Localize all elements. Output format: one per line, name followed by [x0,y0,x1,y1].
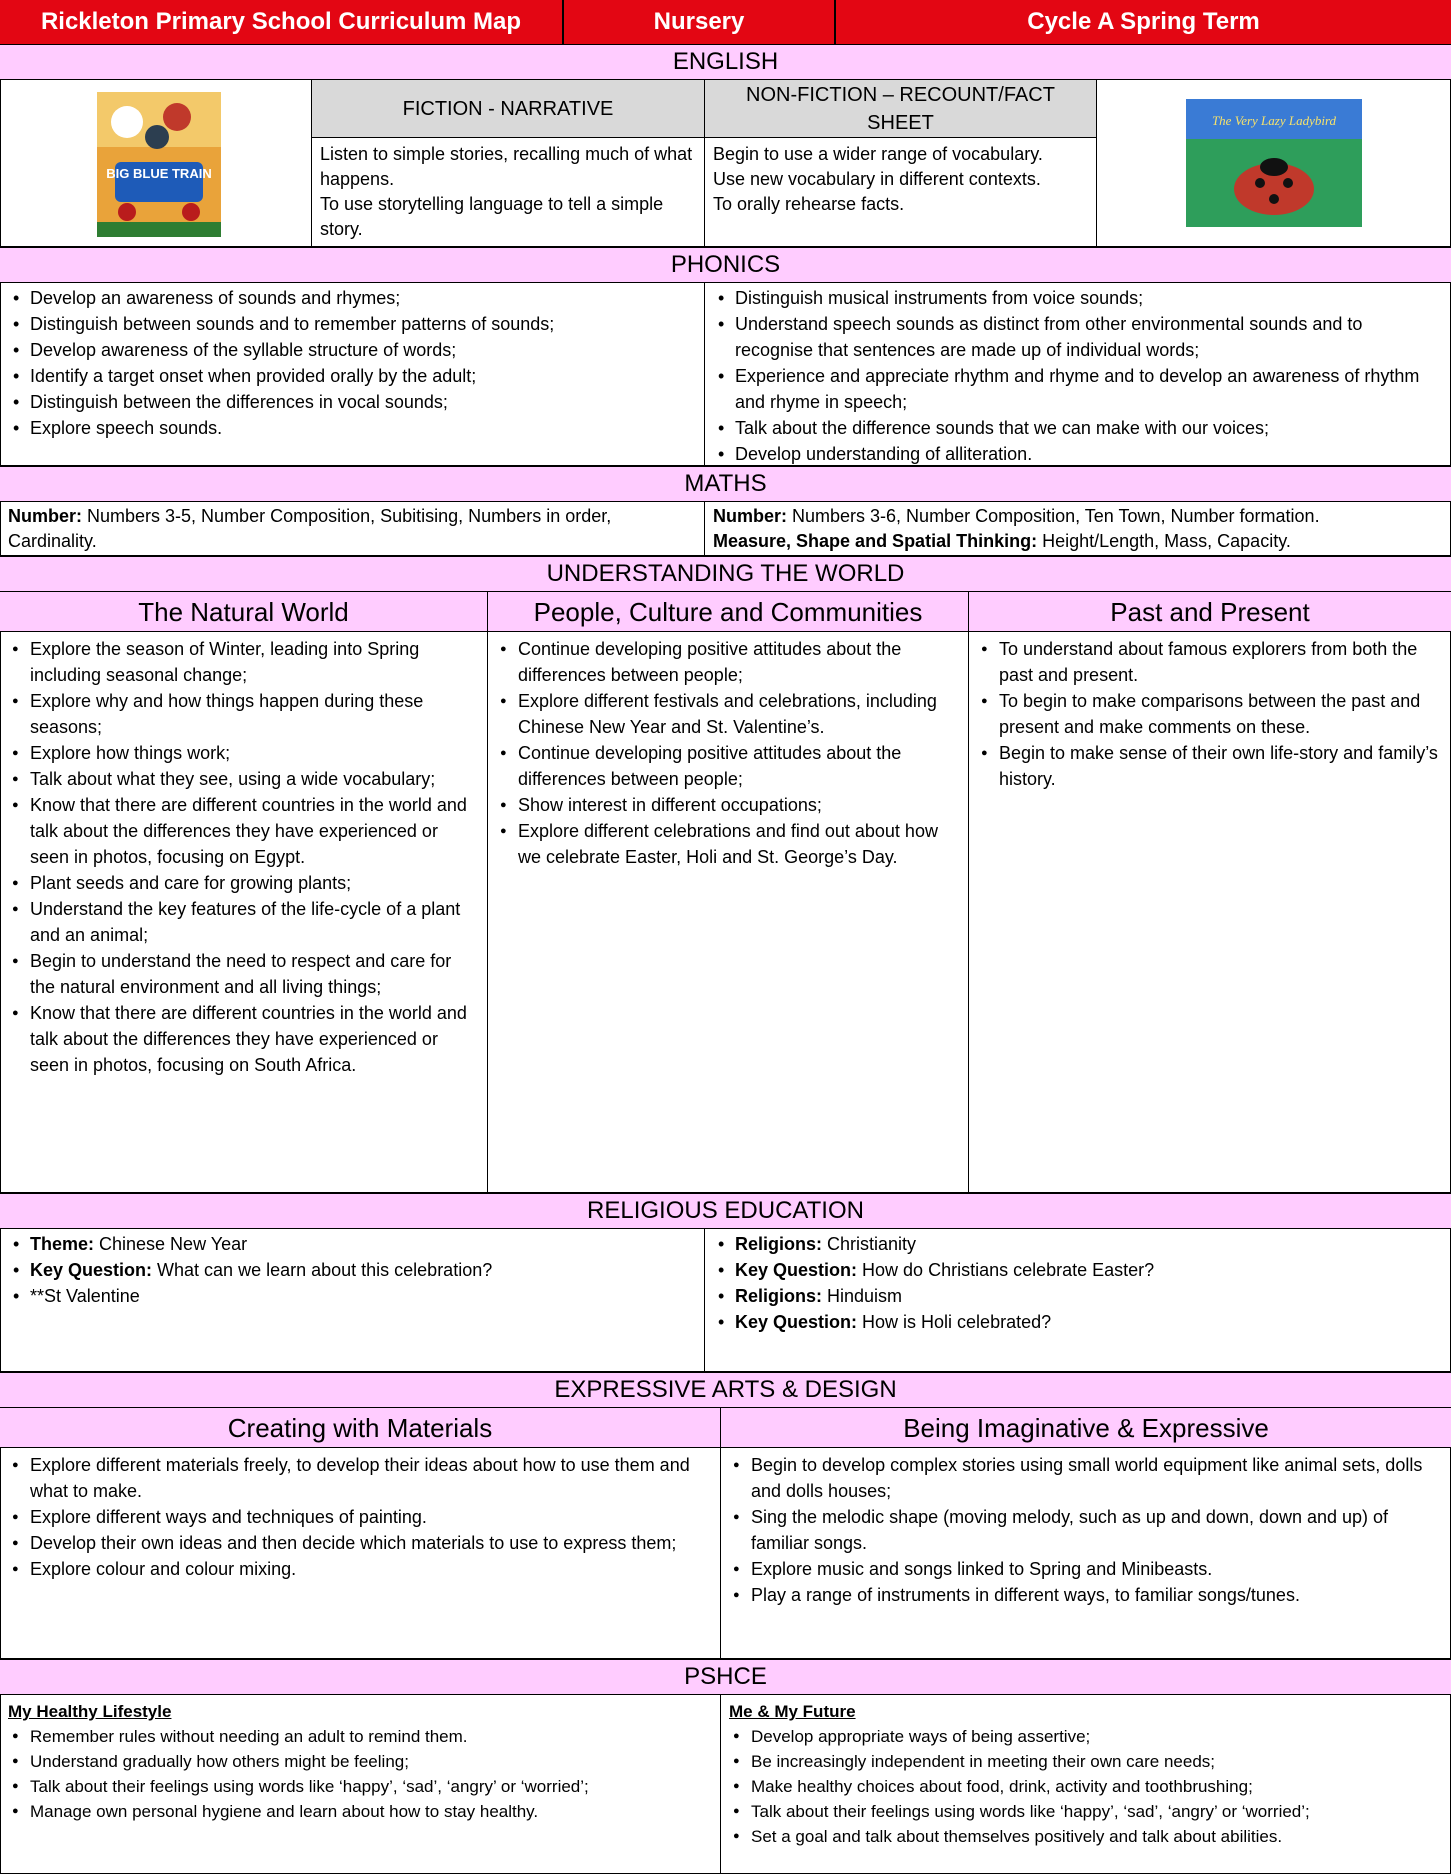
re-left-text: What can we learn about this celebration? [152,1260,493,1280]
pshce-left-item: ● Remember rules without needing an adult to remind them. [8,1724,712,1749]
utw-col2-item: ● Continue developing positive attitudes about the differences between people; [496,740,960,792]
book-cover-lazy-ladybird [1186,99,1362,227]
pshce-right-item: ● Be increasingly independent in meeting their own care needs; [729,1749,1443,1774]
re-left-item [8,1231,696,1257]
ead-left-item: ● Explore different materials freely, to develop their ideas about how to use them and what to make. [8,1452,712,1504]
phonics-left-item: • Distinguish between the differences in vocal sounds; [8,389,696,415]
phonics-right-item: • Develop understanding of alliteration. [713,441,1443,467]
utw-col1-item: ● Explore why and how things happen during these seasons; [8,688,479,740]
maths-left-text: Numbers 3-5, Number Composition, Subitising, Numbers in order, Cardinality. [8,506,612,551]
utw-col1-item: ● Begin to understand the need to respect and care for the natural environment and all living things; [8,948,479,1000]
pshce-right-item: ● Develop appropriate ways of being assertive; [729,1724,1443,1749]
book-cover-image [1186,99,1362,227]
utw-col3-item: ● To begin to make comparisons between the past and present and make comments on these. [977,688,1443,740]
utw-col3-item: ● Begin to make sense of their own life-story and family’s history. [977,740,1443,792]
pshce-left-item: ● Talk about their feelings using words like ‘happy’, ‘sad’, ‘angry’ or ‘worried’; [8,1774,712,1799]
phonics-heading: PHONICS [0,247,1451,283]
phonics-right-item: • Talk about the difference sounds that we can make with our voices; [713,415,1443,441]
pshce-right-item: ● Set a goal and talk about themselves positively and talk about abilities. [729,1824,1443,1849]
utw-heading: UNDERSTANDING THE WORLD [0,556,1451,592]
re-heading: RELIGIOUS EDUCATION [0,1193,1451,1229]
ead-left-item: ● Develop their own ideas and then decide which materials to use to express them; [8,1530,712,1556]
maths-right [705,502,1451,556]
nonfiction-text [705,140,1096,246]
maths-left [0,502,704,556]
utw-col2-item: ● Explore different celebrations and find out about how we celebrate Easter, Holi and St. George’s Day. [496,818,960,870]
ead-heading: EXPRESSIVE ARTS & DESIGN [0,1372,1451,1408]
header-year: Nursery [564,0,836,44]
re-right-label: Religions: [735,1286,823,1306]
ead-left-item: ● Explore colour and colour mixing. [8,1556,712,1582]
maths-right-text2: Height/Length, Mass, Capacity. [1037,531,1291,551]
maths-left-label: Number: [8,506,83,526]
maths-right-label: Number: [713,506,788,526]
header-term: Cycle A Spring Term [1027,8,1260,35]
fiction-text [312,140,704,246]
english-heading: ENGLISH [0,44,1451,80]
utw-col1-item: ● Know that there are different countries in the world and talk about the differences they have experienced or seen in photos, focusing on South Africa. [8,1000,479,1078]
ead-right-item: ● Sing the melodic shape (moving melody, such as up and down, down and up) of familiar songs. [729,1504,1443,1556]
utw-col1-item: ● Understand the key features of the life-cycle of a plant and an animal; [8,896,479,948]
re-left-item [8,1283,696,1309]
maths-heading: MATHS [0,466,1451,502]
maths-right-label2: Measure, Shape and Spatial Thinking: [713,531,1038,551]
re-right-item [713,1309,1443,1335]
utw-col2-item: ● Explore different festivals and celebrations, including Chinese New Year and St. Valentine’s. [496,688,960,740]
re-right-item [713,1283,1443,1309]
utw-col2-item: ● Show interest in different occupations; [496,792,960,818]
utw-col1-item: ● Explore how things work; [8,740,479,766]
utw-col3 [969,634,1451,794]
nonfiction-line-1: Begin to use a wider range of vocabulary. [713,144,1043,164]
pshce-right-item: ● Talk about their feelings using words like ‘happy’, ‘sad’, ‘angry’ or ‘worried’; [729,1799,1443,1824]
nonfiction-heading: NON-FICTION – RECOUNT/FACT SHEET [705,80,1096,138]
pshce-heading: PSHCE [0,1659,1451,1695]
ead-left-item: ● Explore different ways and techniques of painting. [8,1504,712,1530]
utw-col1-item: ● Talk about what they see, using a wide vocabulary; [8,766,479,792]
re-right-text: Hinduism [822,1286,903,1306]
re-left [0,1229,704,1311]
ead-right-item: ● Explore music and songs linked to Spring and Minibeasts. [729,1556,1443,1582]
phonics-left-item: • Distinguish between sounds and to remember patterns of sounds; [8,311,696,337]
pshce-right [721,1697,1451,1851]
book-right-text: The Very Lazy Ladybird [1211,113,1337,128]
fiction-heading: FICTION - NARRATIVE [312,80,704,138]
re-right-label: Key Question: [735,1260,858,1280]
ead-right [721,1450,1451,1610]
book-cover-big-blue-train [97,92,221,237]
phonics-left-item: • Identify a target onset when provided orally by the adult; [8,363,696,389]
utw-col1-item: ● Know that there are different countries in the world and talk about the differences they have experienced or seen in photos, focusing on Egypt. [8,792,479,870]
ead-right-heading: Being Imaginative & Expressive [721,1408,1451,1448]
re-left-label: Key Question: [30,1260,153,1280]
utw-col1-item: ● Plant seeds and care for growing plants; [8,870,479,896]
book-cover-image [97,92,221,237]
ead-right-item: ● Play a range of instruments in different ways, to familiar songs/tunes. [729,1582,1443,1608]
pshce-right-item: ● Make healthy choices about food, drink, activity and toothbrushing; [729,1774,1443,1799]
maths-right-text: Numbers 3-6, Number Composition, Ten Town, Number formation. [787,506,1320,526]
pshce-left-item: ● Understand gradually how others might be feeling; [8,1749,712,1774]
utw-col3-item: ● To understand about famous explorers from both the past and present. [977,636,1443,688]
phonics-left [0,283,704,443]
re-right-label: Religions: [735,1234,823,1254]
re-right-item [713,1231,1443,1257]
fiction-line-1: Listen to simple stories, recalling much of what happens. [320,144,693,189]
utw-col2-heading: People, Culture and Communities [488,592,968,632]
re-right-label: Key Question: [735,1312,858,1332]
phonics-right-item: • Experience and appreciate rhythm and rhyme and to develop an awareness of rhythm and rhyme in speech; [713,363,1443,415]
utw-col1 [0,634,487,1080]
re-left-text: **St Valentine [30,1286,140,1306]
nonfiction-line-2: Use new vocabulary in different contexts. [713,169,1041,189]
header-title: Rickleton Primary School Curriculum Map [0,0,564,44]
re-right-item [713,1257,1443,1283]
re-right [705,1229,1451,1337]
phonics-right-item: • Distinguish musical instruments from voice sounds; [713,285,1443,311]
header-bar [0,0,1451,44]
pshce-left-heading: My Healthy Lifestyle [8,1702,172,1721]
re-right-text: How is Holi celebrated? [857,1312,1052,1332]
pshce-left [0,1697,720,1826]
fiction-line-2: To use storytelling language to tell a simple story. [320,194,664,239]
pshce-left-item: ● Manage own personal hygiene and learn about how to stay healthy. [8,1799,712,1824]
ead-left-heading: Creating with Materials [0,1408,720,1448]
utw-col3-heading: Past and Present [969,592,1451,632]
utw-col1-heading: The Natural World [0,592,487,632]
re-right-text: How do Christians celebrate Easter? [857,1260,1155,1280]
book-left-text: BIG BLUE TRAIN [106,166,212,181]
ead-left [0,1450,720,1584]
phonics-right-item: • Understand speech sounds as distinct from other environmental sounds and to recognise that sentences are made up of individual words; [713,311,1443,363]
phonics-left-item: • Develop an awareness of sounds and rhymes; [8,285,696,311]
re-left-item [8,1257,696,1283]
ead-right-item: ● Begin to develop complex stories using small world equipment like animal sets, dolls and dolls houses; [729,1452,1443,1504]
pshce-right-heading: Me & My Future [729,1702,856,1721]
phonics-left-item: • Develop awareness of the syllable structure of words; [8,337,696,363]
nonfiction-line-3: To orally rehearse facts. [713,194,905,214]
utw-col2-item: ● Continue developing positive attitudes about the differences between people; [496,636,960,688]
phonics-left-item: • Explore speech sounds. [8,415,696,441]
utw-col1-item: ● Explore the season of Winter, leading into Spring including seasonal change; [8,636,479,688]
phonics-right [705,283,1451,469]
re-left-label: Theme: [30,1234,95,1254]
re-left-text: Chinese New Year [94,1234,248,1254]
re-right-text: Christianity [822,1234,917,1254]
utw-col2 [488,634,968,872]
